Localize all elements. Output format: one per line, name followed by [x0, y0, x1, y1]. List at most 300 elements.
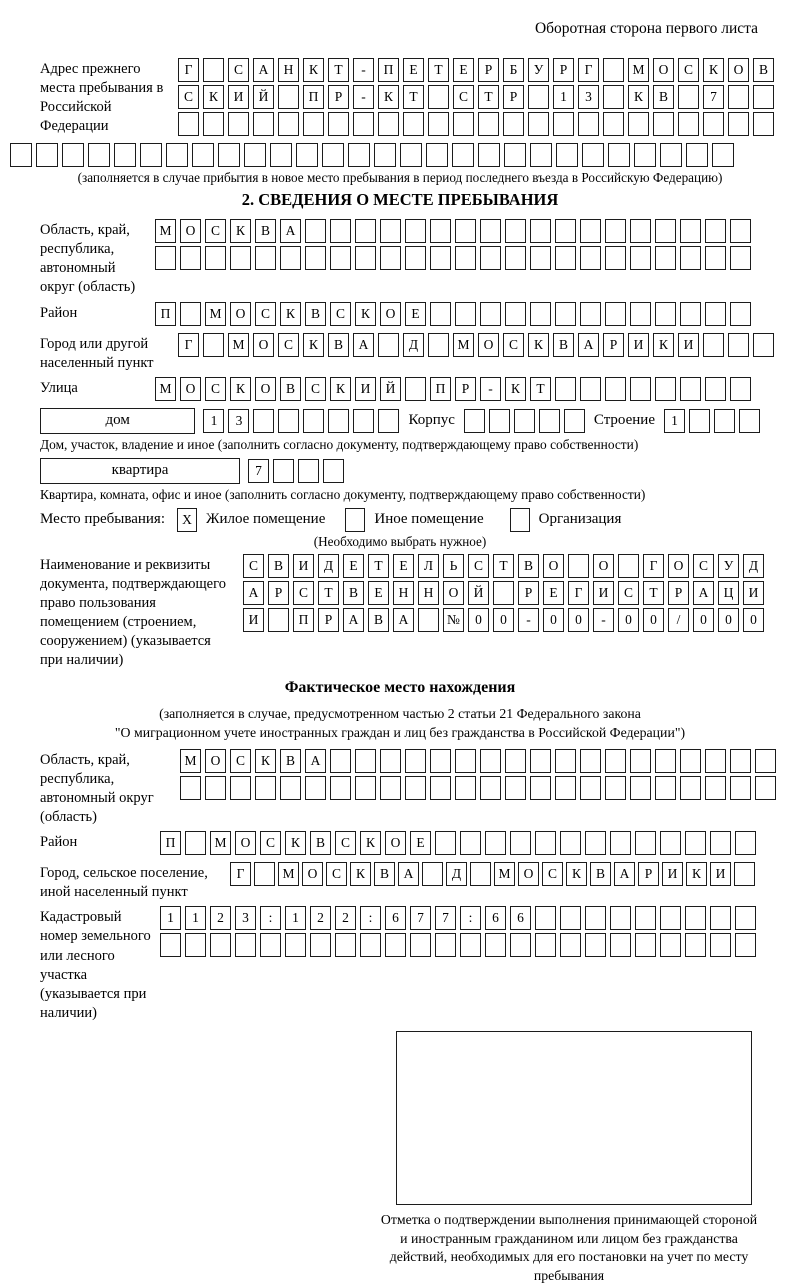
char-cell[interactable] [703, 112, 724, 136]
char-cell[interactable] [430, 219, 451, 243]
char-cell[interactable] [330, 776, 351, 800]
char-cell[interactable]: Б [503, 58, 524, 82]
char-cell[interactable]: У [718, 554, 739, 578]
char-cell[interactable]: С [205, 377, 226, 401]
char-cell[interactable] [685, 831, 706, 855]
char-cell[interactable] [730, 749, 751, 773]
char-cell[interactable] [255, 776, 276, 800]
char-cell[interactable]: С [305, 377, 326, 401]
char-cell[interactable] [610, 906, 631, 930]
char-cell[interactable]: Т [328, 58, 349, 82]
char-cell[interactable] [678, 85, 699, 109]
char-cell[interactable] [710, 906, 731, 930]
char-cell[interactable] [380, 219, 401, 243]
char-cell[interactable]: В [280, 749, 301, 773]
char-cell[interactable] [705, 246, 726, 270]
char-cell[interactable] [435, 831, 456, 855]
char-cell[interactable]: Н [418, 581, 439, 605]
char-cell[interactable] [560, 831, 581, 855]
char-cell[interactable]: / [668, 608, 689, 632]
char-cell[interactable] [705, 219, 726, 243]
char-cell[interactable]: О [205, 749, 226, 773]
char-cell[interactable]: Т [368, 554, 389, 578]
char-cell[interactable] [430, 246, 451, 270]
char-cell[interactable] [605, 219, 626, 243]
char-cell[interactable] [455, 219, 476, 243]
char-cell[interactable]: 1 [160, 906, 181, 930]
char-cell[interactable]: С [330, 302, 351, 326]
char-cell[interactable] [580, 377, 601, 401]
char-cell[interactable] [296, 143, 318, 167]
char-cell[interactable] [452, 143, 474, 167]
char-cell[interactable] [230, 246, 251, 270]
char-cell[interactable]: - [518, 608, 539, 632]
char-cell[interactable]: М [628, 58, 649, 82]
char-cell[interactable] [480, 246, 501, 270]
char-cell[interactable] [280, 776, 301, 800]
char-cell[interactable]: О [543, 554, 564, 578]
char-cell[interactable] [310, 933, 331, 957]
char-cell[interactable]: К [280, 302, 301, 326]
char-cell[interactable]: С [230, 749, 251, 773]
char-cell[interactable] [185, 831, 206, 855]
char-cell[interactable] [660, 831, 681, 855]
char-cell[interactable] [480, 749, 501, 773]
char-cell[interactable] [710, 831, 731, 855]
char-cell[interactable] [430, 749, 451, 773]
char-cell[interactable]: О [180, 219, 201, 243]
char-cell[interactable] [378, 112, 399, 136]
char-cell[interactable] [734, 862, 755, 886]
char-cell[interactable]: Д [743, 554, 764, 578]
char-cell[interactable] [735, 831, 756, 855]
char-cell[interactable] [555, 749, 576, 773]
char-cell[interactable]: 1 [553, 85, 574, 109]
char-cell[interactable] [555, 377, 576, 401]
char-cell[interactable]: 0 [743, 608, 764, 632]
char-cell[interactable]: О [478, 333, 499, 357]
char-cell[interactable]: 3 [228, 409, 249, 433]
char-cell[interactable] [564, 409, 585, 433]
char-cell[interactable] [203, 112, 224, 136]
char-cell[interactable]: И [628, 333, 649, 357]
char-cell[interactable]: Е [405, 302, 426, 326]
char-cell[interactable]: Р [268, 581, 289, 605]
char-cell[interactable] [605, 749, 626, 773]
char-cell[interactable]: Р [478, 58, 499, 82]
char-cell[interactable] [630, 219, 651, 243]
char-cell[interactable]: И [678, 333, 699, 357]
char-cell[interactable]: А [398, 862, 419, 886]
char-cell[interactable] [680, 776, 701, 800]
char-cell[interactable]: 1 [185, 906, 206, 930]
char-cell[interactable] [430, 776, 451, 800]
char-cell[interactable] [580, 749, 601, 773]
char-cell[interactable] [285, 933, 306, 957]
char-cell[interactable] [685, 933, 706, 957]
char-cell[interactable] [605, 377, 626, 401]
char-cell[interactable]: Е [343, 554, 364, 578]
char-cell[interactable] [353, 409, 374, 433]
char-cell[interactable] [218, 143, 240, 167]
char-cell[interactable] [686, 143, 708, 167]
char-cell[interactable]: 0 [693, 608, 714, 632]
char-cell[interactable] [605, 776, 626, 800]
char-cell[interactable]: 7 [435, 906, 456, 930]
char-cell[interactable] [739, 409, 760, 433]
char-cell[interactable]: П [303, 85, 324, 109]
char-cell[interactable] [298, 459, 319, 483]
char-cell[interactable] [278, 112, 299, 136]
char-cell[interactable] [353, 112, 374, 136]
char-cell[interactable]: Й [253, 85, 274, 109]
char-cell[interactable] [514, 409, 535, 433]
char-cell[interactable]: Г [230, 862, 251, 886]
char-cell[interactable] [405, 377, 426, 401]
char-cell[interactable] [503, 112, 524, 136]
char-cell[interactable] [418, 608, 439, 632]
char-cell[interactable]: В [343, 581, 364, 605]
char-cell[interactable]: С [260, 831, 281, 855]
char-cell[interactable] [610, 831, 631, 855]
char-cell[interactable]: - [593, 608, 614, 632]
char-cell[interactable] [305, 776, 326, 800]
char-cell[interactable]: О [255, 377, 276, 401]
char-cell[interactable] [405, 749, 426, 773]
char-cell[interactable]: О [653, 58, 674, 82]
char-cell[interactable]: С [255, 302, 276, 326]
char-cell[interactable]: О [518, 862, 539, 886]
char-cell[interactable]: Е [368, 581, 389, 605]
char-cell[interactable] [254, 862, 275, 886]
char-cell[interactable] [405, 776, 426, 800]
char-cell[interactable]: - [353, 58, 374, 82]
char-cell[interactable] [530, 143, 552, 167]
char-cell[interactable] [428, 333, 449, 357]
char-cell[interactable]: Й [468, 581, 489, 605]
char-cell[interactable]: Т [478, 85, 499, 109]
char-cell[interactable]: 7 [248, 459, 269, 483]
char-cell[interactable]: 7 [703, 85, 724, 109]
char-cell[interactable]: И [243, 608, 264, 632]
char-cell[interactable] [505, 749, 526, 773]
char-cell[interactable] [405, 219, 426, 243]
char-cell[interactable]: И [228, 85, 249, 109]
char-cell[interactable] [555, 302, 576, 326]
char-cell[interactable] [539, 409, 560, 433]
char-cell[interactable] [268, 608, 289, 632]
char-cell[interactable] [480, 219, 501, 243]
char-cell[interactable] [634, 143, 656, 167]
char-cell[interactable]: П [430, 377, 451, 401]
char-cell[interactable]: 0 [543, 608, 564, 632]
char-cell[interactable] [560, 933, 581, 957]
char-cell[interactable] [378, 409, 399, 433]
char-cell[interactable]: О [593, 554, 614, 578]
char-cell[interactable] [680, 246, 701, 270]
char-cell[interactable]: А [614, 862, 635, 886]
char-cell[interactable] [278, 85, 299, 109]
char-cell[interactable] [510, 831, 531, 855]
char-cell[interactable] [730, 246, 751, 270]
char-cell[interactable] [455, 246, 476, 270]
char-cell[interactable] [655, 246, 676, 270]
char-cell[interactable]: В [590, 862, 611, 886]
char-cell[interactable]: 0 [468, 608, 489, 632]
char-cell[interactable]: К [703, 58, 724, 82]
char-cell[interactable]: Т [643, 581, 664, 605]
char-cell[interactable] [166, 143, 188, 167]
char-cell[interactable] [180, 776, 201, 800]
char-cell[interactable] [705, 776, 726, 800]
char-cell[interactable]: 0 [643, 608, 664, 632]
char-cell[interactable]: И [662, 862, 683, 886]
char-cell[interactable] [270, 143, 292, 167]
char-cell[interactable] [603, 58, 624, 82]
char-cell[interactable] [378, 333, 399, 357]
char-cell[interactable]: Р [668, 581, 689, 605]
char-cell[interactable] [730, 302, 751, 326]
char-cell[interactable] [660, 933, 681, 957]
char-cell[interactable] [730, 776, 751, 800]
char-cell[interactable] [728, 333, 749, 357]
char-cell[interactable] [260, 933, 281, 957]
char-cell[interactable]: 2 [310, 906, 331, 930]
char-cell[interactable]: Т [530, 377, 551, 401]
char-cell[interactable] [435, 933, 456, 957]
char-cell[interactable] [630, 246, 651, 270]
char-cell[interactable] [635, 831, 656, 855]
char-cell[interactable] [489, 409, 510, 433]
char-cell[interactable] [410, 933, 431, 957]
char-cell[interactable]: С [293, 581, 314, 605]
char-cell[interactable] [210, 933, 231, 957]
char-cell[interactable]: С [205, 219, 226, 243]
char-cell[interactable]: 1 [203, 409, 224, 433]
char-cell[interactable] [714, 409, 735, 433]
char-cell[interactable] [62, 143, 84, 167]
char-cell[interactable]: Т [493, 554, 514, 578]
char-cell[interactable] [335, 933, 356, 957]
char-cell[interactable]: 0 [618, 608, 639, 632]
char-cell[interactable] [460, 933, 481, 957]
char-cell[interactable]: В [374, 862, 395, 886]
char-cell[interactable] [685, 906, 706, 930]
char-cell[interactable] [585, 933, 606, 957]
char-cell[interactable]: А [343, 608, 364, 632]
char-cell[interactable] [205, 246, 226, 270]
char-cell[interactable]: Ь [443, 554, 464, 578]
char-cell[interactable] [380, 749, 401, 773]
char-cell[interactable] [464, 409, 485, 433]
char-cell[interactable] [140, 143, 162, 167]
char-cell[interactable] [88, 143, 110, 167]
char-cell[interactable] [630, 749, 651, 773]
char-cell[interactable]: П [293, 608, 314, 632]
char-cell[interactable]: Р [328, 85, 349, 109]
char-cell[interactable]: О [230, 302, 251, 326]
char-cell[interactable]: В [280, 377, 301, 401]
char-cell[interactable]: В [368, 608, 389, 632]
char-cell[interactable]: Р [318, 608, 339, 632]
char-cell[interactable]: В [753, 58, 774, 82]
char-cell[interactable]: К [350, 862, 371, 886]
char-cell[interactable]: К [653, 333, 674, 357]
char-cell[interactable] [278, 409, 299, 433]
char-cell[interactable] [228, 112, 249, 136]
char-cell[interactable]: М [205, 302, 226, 326]
char-cell[interactable] [485, 933, 506, 957]
char-cell[interactable] [530, 302, 551, 326]
char-cell[interactable] [528, 85, 549, 109]
char-cell[interactable] [203, 333, 224, 357]
char-cell[interactable] [535, 933, 556, 957]
char-cell[interactable]: Р [518, 581, 539, 605]
char-cell[interactable] [505, 302, 526, 326]
char-cell[interactable]: А [243, 581, 264, 605]
char-cell[interactable] [328, 409, 349, 433]
char-cell[interactable]: 2 [210, 906, 231, 930]
char-cell[interactable]: : [460, 906, 481, 930]
char-cell[interactable] [530, 776, 551, 800]
char-cell[interactable] [755, 749, 776, 773]
char-cell[interactable]: 2 [335, 906, 356, 930]
char-cell[interactable] [253, 112, 274, 136]
char-cell[interactable] [478, 143, 500, 167]
char-cell[interactable] [455, 302, 476, 326]
char-cell[interactable]: Н [278, 58, 299, 82]
char-cell[interactable] [460, 831, 481, 855]
char-cell[interactable] [330, 246, 351, 270]
char-cell[interactable] [660, 143, 682, 167]
char-cell[interactable] [710, 933, 731, 957]
char-cell[interactable]: К [355, 302, 376, 326]
char-cell[interactable] [493, 581, 514, 605]
char-cell[interactable] [428, 112, 449, 136]
char-cell[interactable]: С [618, 581, 639, 605]
char-cell[interactable]: - [353, 85, 374, 109]
char-cell[interactable] [705, 377, 726, 401]
char-cell[interactable]: В [518, 554, 539, 578]
char-cell[interactable]: 7 [410, 906, 431, 930]
char-cell[interactable] [455, 776, 476, 800]
char-cell[interactable] [535, 831, 556, 855]
char-cell[interactable]: И [293, 554, 314, 578]
char-cell[interactable] [305, 219, 326, 243]
char-cell[interactable] [178, 112, 199, 136]
checkbox-other-premises[interactable] [345, 508, 365, 532]
char-cell[interactable] [635, 906, 656, 930]
char-cell[interactable]: С [503, 333, 524, 357]
char-cell[interactable]: С [468, 554, 489, 578]
char-cell[interactable] [480, 302, 501, 326]
char-cell[interactable]: М [155, 377, 176, 401]
char-cell[interactable] [273, 459, 294, 483]
char-cell[interactable] [380, 776, 401, 800]
char-cell[interactable]: Е [453, 58, 474, 82]
char-cell[interactable]: Н [393, 581, 414, 605]
char-cell[interactable] [403, 112, 424, 136]
char-cell[interactable] [603, 85, 624, 109]
char-cell[interactable]: М [210, 831, 231, 855]
char-cell[interactable]: Г [178, 333, 199, 357]
char-cell[interactable] [689, 409, 710, 433]
checkbox-residential-premises[interactable]: X [177, 508, 197, 532]
char-cell[interactable]: М [494, 862, 515, 886]
char-cell[interactable] [655, 377, 676, 401]
char-cell[interactable] [730, 377, 751, 401]
char-cell[interactable] [635, 933, 656, 957]
char-cell[interactable] [330, 749, 351, 773]
char-cell[interactable] [585, 831, 606, 855]
char-cell[interactable]: Е [403, 58, 424, 82]
char-cell[interactable] [580, 302, 601, 326]
char-cell[interactable] [618, 554, 639, 578]
char-cell[interactable] [405, 246, 426, 270]
char-cell[interactable]: П [155, 302, 176, 326]
char-cell[interactable]: Р [455, 377, 476, 401]
char-cell[interactable]: С [228, 58, 249, 82]
char-cell[interactable]: И [355, 377, 376, 401]
char-cell[interactable]: Л [418, 554, 439, 578]
char-cell[interactable] [10, 143, 32, 167]
char-cell[interactable] [660, 906, 681, 930]
char-cell[interactable]: С [335, 831, 356, 855]
char-cell[interactable] [585, 906, 606, 930]
char-cell[interactable]: Ц [718, 581, 739, 605]
char-cell[interactable]: 3 [578, 85, 599, 109]
char-cell[interactable]: К [360, 831, 381, 855]
char-cell[interactable] [728, 85, 749, 109]
char-cell[interactable]: О [302, 862, 323, 886]
char-cell[interactable] [430, 302, 451, 326]
char-cell[interactable]: Е [543, 581, 564, 605]
char-cell[interactable]: К [505, 377, 526, 401]
char-cell[interactable] [753, 112, 774, 136]
char-cell[interactable] [712, 143, 734, 167]
char-cell[interactable]: Р [553, 58, 574, 82]
char-cell[interactable] [280, 246, 301, 270]
char-cell[interactable] [553, 112, 574, 136]
char-cell[interactable] [582, 143, 604, 167]
char-cell[interactable] [303, 112, 324, 136]
char-cell[interactable] [678, 112, 699, 136]
char-cell[interactable] [244, 143, 266, 167]
char-cell[interactable] [426, 143, 448, 167]
char-cell[interactable] [730, 219, 751, 243]
char-cell[interactable] [253, 409, 274, 433]
char-cell[interactable] [680, 302, 701, 326]
char-cell[interactable]: В [255, 219, 276, 243]
char-cell[interactable] [470, 862, 491, 886]
char-cell[interactable] [203, 58, 224, 82]
char-cell[interactable] [480, 776, 501, 800]
char-cell[interactable] [555, 219, 576, 243]
char-cell[interactable] [328, 112, 349, 136]
char-cell[interactable] [453, 112, 474, 136]
char-cell[interactable] [422, 862, 443, 886]
char-cell[interactable] [385, 933, 406, 957]
char-cell[interactable]: К [230, 377, 251, 401]
char-cell[interactable]: К [303, 58, 324, 82]
char-cell[interactable]: А [393, 608, 414, 632]
char-cell[interactable] [728, 112, 749, 136]
char-cell[interactable]: Г [178, 58, 199, 82]
char-cell[interactable]: И [743, 581, 764, 605]
checkbox-organization[interactable] [510, 508, 530, 532]
char-cell[interactable]: А [693, 581, 714, 605]
char-cell[interactable]: В [553, 333, 574, 357]
